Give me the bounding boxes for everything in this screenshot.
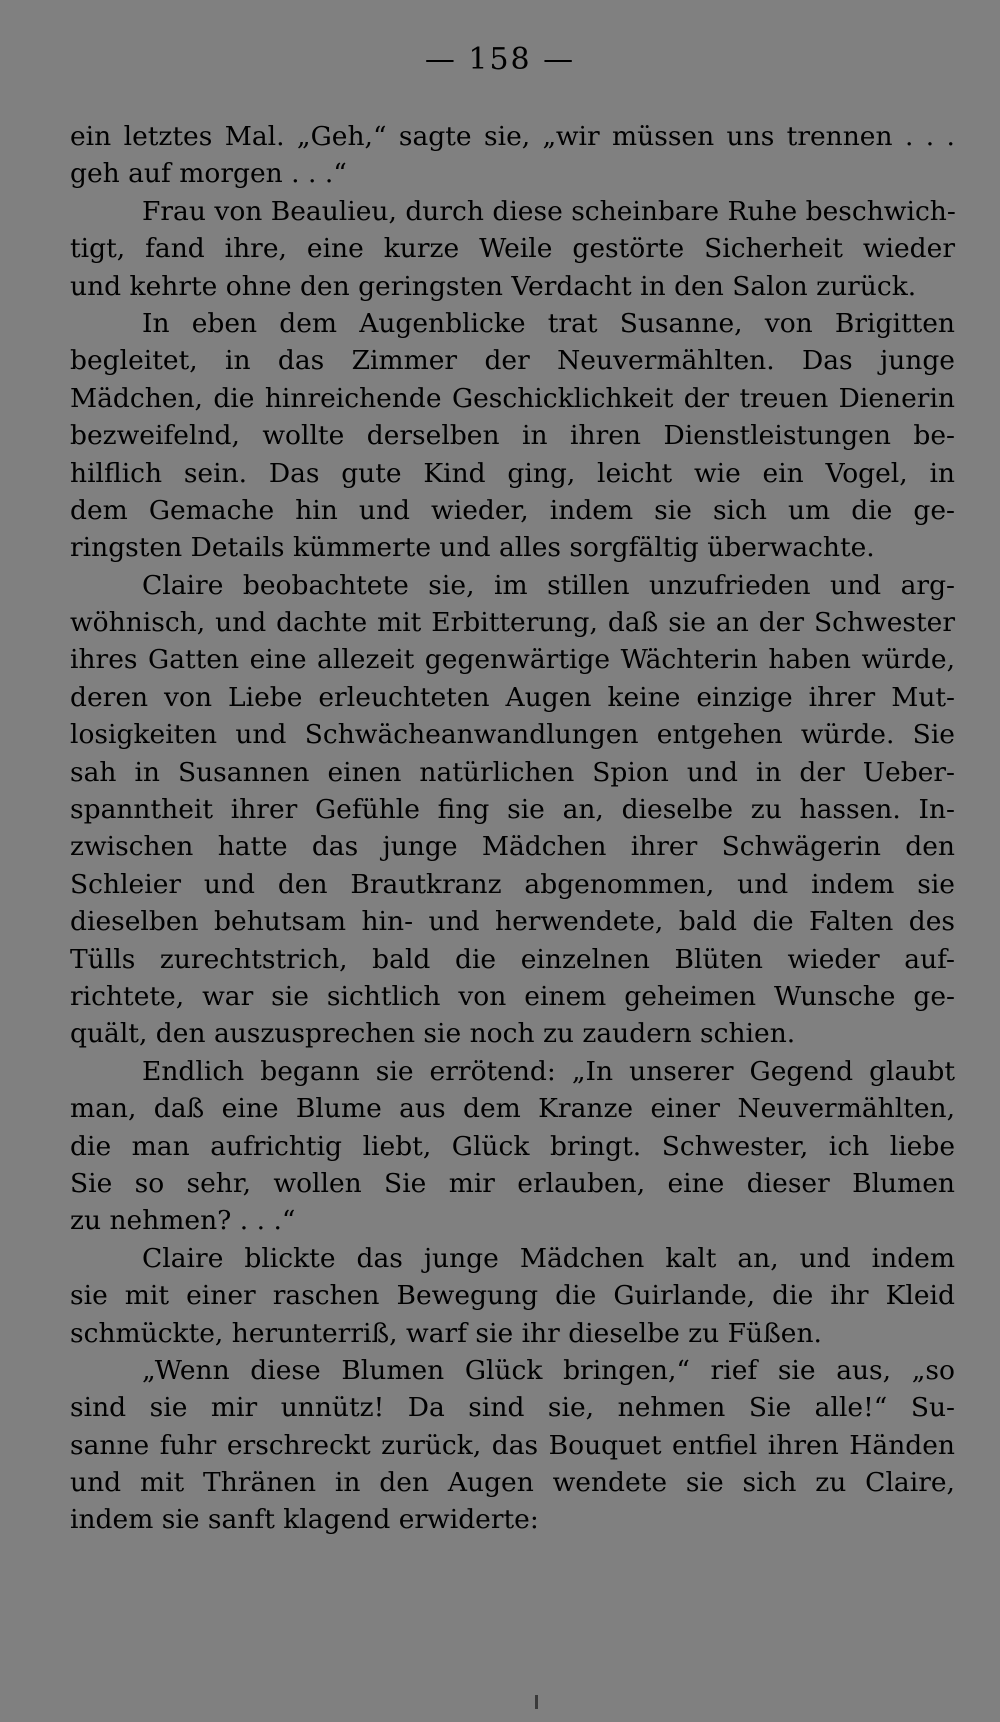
text-line: die man aufrichtig liebt, Glück bringt. Schwester, ich liebe xyxy=(70,1130,955,1162)
text-line: und mit Thränen in den Augen wendete sie sich zu Claire, xyxy=(70,1467,955,1499)
text-line: schmückte, herunterriß, warf sie ihr dieselbe zu Füßen. xyxy=(70,1317,822,1349)
paragraph-start-line: In eben dem Augenblicke trat Susanne, von Brigitten xyxy=(142,307,955,339)
text-line: ein letztes Mal. „Geh,“ sagte sie, „wir müssen uns trennen . . . xyxy=(70,121,955,152)
text-line: ringsten Details kümmerte und alles sorgfältig überwachte. xyxy=(70,532,875,564)
paragraph-start-line: Claire beobachtete sie, im stillen unzufrieden und arg- xyxy=(142,569,955,601)
text-line: indem sie sanft klagend erwiderte: xyxy=(70,1504,539,1536)
text-line: bezweifelnd, wollte derselben in ihren Dienstleistungen be- xyxy=(70,420,955,452)
text-line: Schleier und den Brautkranz abgenommen, und indem sie xyxy=(70,868,955,900)
page-number: — 158 — xyxy=(424,42,576,77)
scan-mark xyxy=(535,1695,538,1709)
text-line: ihres Gatten eine allezeit gegenwärtige Wächterin haben würde, xyxy=(70,644,955,676)
text-line: deren von Liebe erleuchteten Augen keine einzige ihrer Mut- xyxy=(70,681,955,713)
text-line: zu nehmen? . . .“ xyxy=(70,1205,296,1237)
text-line: sind sie mir unnütz! Da sind sie, nehmen Sie alle!“ Su- xyxy=(70,1392,955,1424)
text-line: hilflich sein. Das gute Kind ging, leicht wie ein Vogel, in xyxy=(70,457,955,489)
text-line: zwischen hatte das junge Mädchen ihrer Schwägerin den xyxy=(70,831,955,863)
text-line: dem Gemache hin und wieder, indem sie sich um die ge- xyxy=(70,494,955,526)
paragraph-start-line: Endlich begann sie errötend: „In unserer Gegend glaubt xyxy=(142,1055,955,1087)
text-line: Sie so sehr, wollen Sie mir erlauben, eine dieser Blumen xyxy=(70,1167,955,1199)
text-line: und kehrte ohne den geringsten Verdacht in den Salon zurück. xyxy=(70,270,917,302)
text-line: spanntheit ihrer Gefühle fing sie an, dieselbe zu hassen. In- xyxy=(70,794,955,826)
text-line: quält, den auszusprechen sie noch zu zaudern schien. xyxy=(70,1018,796,1050)
body-text xyxy=(70,118,955,1539)
text-line: Mädchen, die hinreichende Geschicklichkeit der treuen Dienerin xyxy=(70,382,955,414)
text-line: tigt, fand ihre, eine kurze Weile gestörte Sicherheit wieder xyxy=(70,233,955,265)
text-line: dieselben behutsam hin- und herwendete, bald die Falten des xyxy=(70,906,955,938)
text-line: sie mit einer raschen Bewegung die Guirlande, die ihr Kleid xyxy=(70,1280,955,1312)
paragraph-start-line: „Wenn diese Blumen Glück bringen,“ rief sie aus, „so xyxy=(142,1354,955,1386)
text-line: sah in Susannen einen natürlichen Spion und in der Ueber- xyxy=(70,756,955,788)
text-line: geh auf morgen . . .“ xyxy=(70,158,347,190)
text-line: losigkeiten und Schwächeanwandlungen entgehen würde. Sie xyxy=(70,719,955,751)
paragraph-start-line: Claire blickte das junge Mädchen kalt an, und indem xyxy=(142,1242,955,1274)
text-line: Tülls zurechtstrich, bald die einzelnen Blüten wieder auf- xyxy=(70,943,955,975)
text-line: sanne fuhr erschreckt zurück, das Bouquet entfiel ihren Händen xyxy=(70,1429,955,1461)
paragraph-start-line: Frau von Beaulieu, durch diese scheinbare Ruhe beschwich- xyxy=(142,195,956,227)
text-line: man, daß eine Blume aus dem Kranze einer Neuvermählten, xyxy=(70,1093,955,1125)
text-line: richtete, war sie sichtlich von einem geheimen Wunsche ge- xyxy=(70,980,955,1012)
text-line: begleitet, in das Zimmer der Neuvermählten. Das junge xyxy=(70,345,955,377)
text-line: wöhnisch, und dachte mit Erbitterung, daß sie an der Schwester xyxy=(70,607,955,639)
